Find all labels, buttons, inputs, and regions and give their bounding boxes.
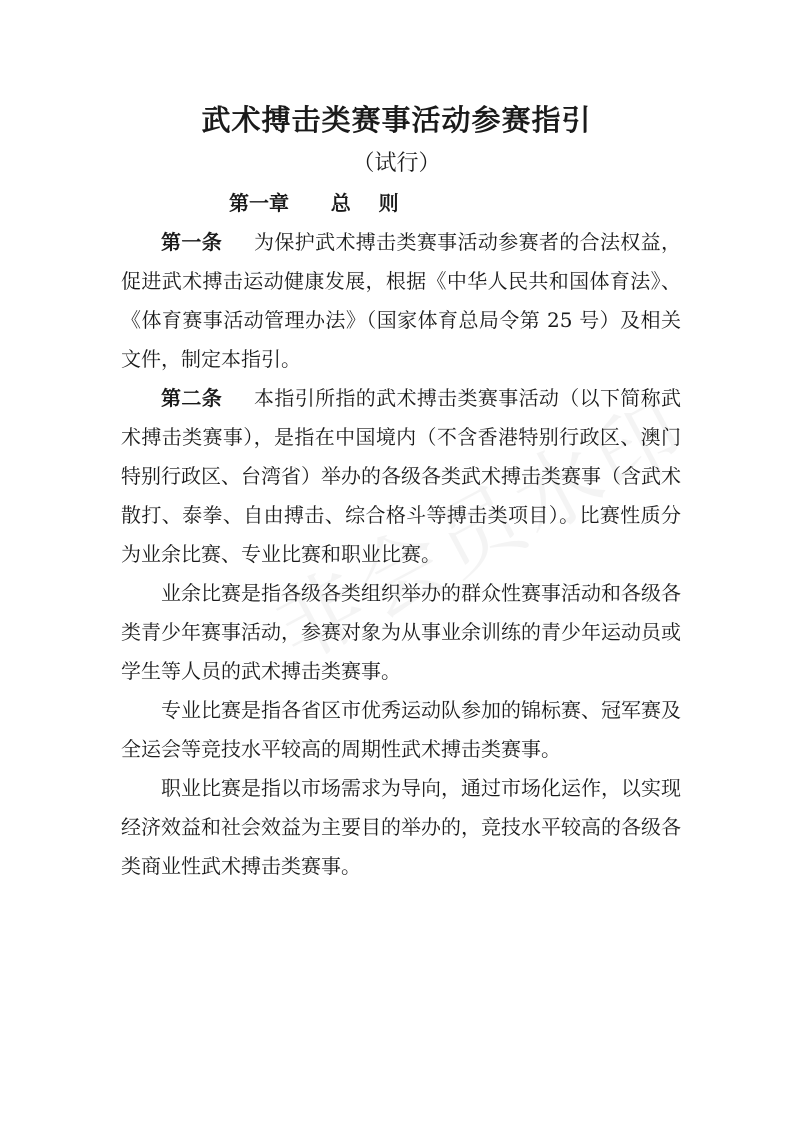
- document-title: 武术搏击类赛事活动参赛指引: [201, 103, 592, 137]
- article-1-text: 为保护武术搏击类赛事活动参赛者的合法权益，促进武术搏击运动健康发展，根据《中华人民共和国体育法》、《体育赛事活动管理办法》（国家体育总局令第 25 号）及相关文件，制定本指引。: [121, 230, 682, 371]
- article-2-text: 本指引所指的武术搏击类赛事活动（以下简称武术搏击类赛事），是指在中国境内（不含香港特别行政区、澳门特别行政区、台湾省）举办的各级各类武术搏击类赛事（含武术散打、泰拳、自由搏击、综合格斗等搏击类项目）。比赛性质分为业余比赛、专业比赛和职业比赛。: [121, 386, 682, 566]
- document-subtitle: （试行）: [352, 151, 441, 176]
- article-1-label: 第一条: [161, 230, 223, 254]
- chapter-heading: 第一章 总 则: [229, 191, 399, 215]
- article-1: [121, 223, 681, 379]
- article-2: [121, 379, 681, 574]
- document-body: [121, 223, 681, 886]
- article-2-label: 第二条: [161, 386, 223, 410]
- paragraph-amateur: 业余比赛是指各级各类组织举办的群众性赛事活动和各级各类青少年赛事活动，参赛对象为从事业余训练的青少年运动员或学生等人员的武术搏击类赛事。: [121, 581, 681, 683]
- paragraph-professional: 专业比赛是指各省区市优秀运动队参加的锦标赛、冠军赛及全运会等竞技水平较高的周期性武术搏击类赛事。: [121, 698, 681, 761]
- paragraph-pro-league: 职业比赛是指以市场需求为导向，通过市场化运作，以实现经济效益和社会效益为主要目的举办的，竞技水平较高的各级各类商业性武术搏击类赛事。: [121, 776, 681, 878]
